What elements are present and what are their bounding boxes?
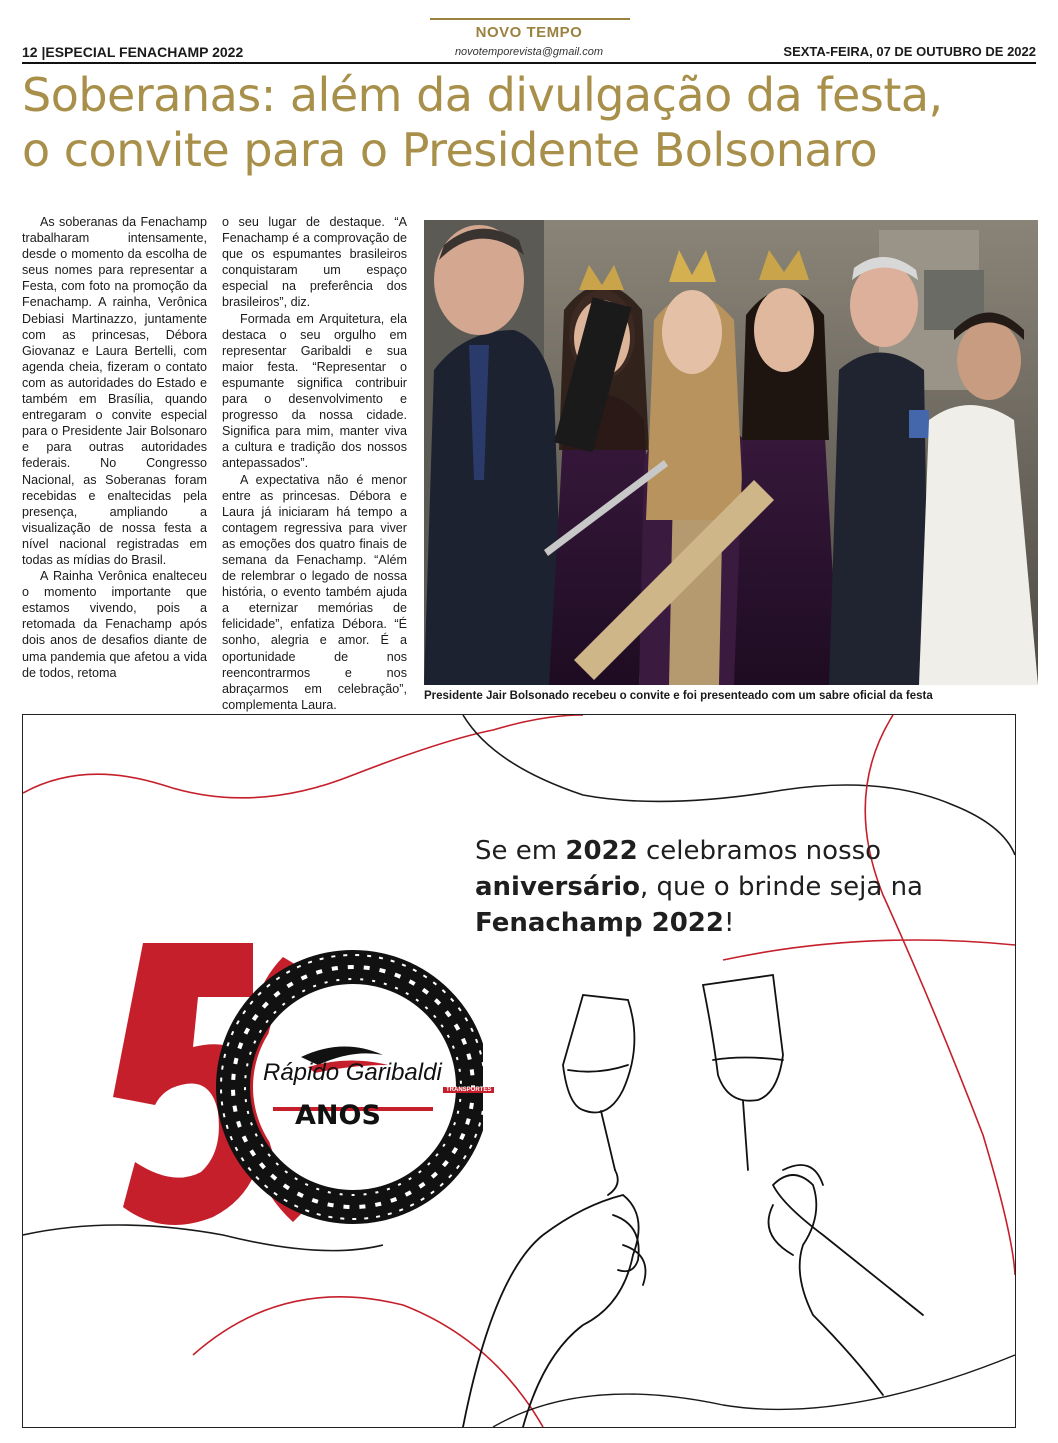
headline bbox=[22, 68, 1042, 178]
slogan-text: Se em bbox=[475, 836, 566, 866]
slogan-line-1 bbox=[475, 833, 995, 869]
masthead-rule bbox=[430, 18, 630, 20]
slogan-emphasis: aniversário bbox=[475, 872, 640, 902]
paragraph: Formada em Arquitetura, ela destaca o seu orgulho em representar Garibaldi e sua maior festa. “Representar o espumante significa contribuir para o desenvolvimento e progresso da nossa cidade. Significa para mim, manter viva a cultura e tradição dos nossos antepassados”. bbox=[222, 311, 407, 471]
photo-caption: Presidente Jair Bolsonado recebeu o convite e foi presenteado com um sabre oficial da festa bbox=[424, 690, 933, 702]
slogan-text: celebramos nosso bbox=[637, 836, 882, 866]
header-row bbox=[22, 44, 1036, 64]
fifty-years-logo bbox=[103, 937, 483, 1237]
paragraph: A Rainha Verônica enalteceu o momento importante que estamos vivendo, pois a retomada da Fenachamp após dois anos de desafios diante de uma pandemia que afetou a vida de todos, retoma bbox=[22, 569, 207, 680]
page-section: 12 |ESPECIAL FENACHAMP 2022 bbox=[22, 44, 244, 60]
ad-slogan bbox=[475, 833, 995, 941]
slogan-line-2 bbox=[475, 869, 995, 905]
paper-name: NOVO TEMPO bbox=[475, 24, 583, 41]
paragraph: As soberanas da Fenachamp trabalharam intensamente, desde o momento da escolha de seus nomes para representar a Festa, com foto na promoção da Fenachamp. A rainha, Verônica Debiasi Martinazzo, juntamente com as princesas, Débora Giovanaz e Laura Bertelli, com agenda cheia, fizeram o contato com as autoridades do Estado e também em Brasília, quando entregaram o convite especial para o Presidente Jair Bolsonaro e para outras autoridades federais. No Congresso Nacional, as Soberanas foram recebidas e enaltecidas pela presença, ampliando a visualização de nossa festa a nível nacional registradas em todas as mídias do Brasil. bbox=[22, 215, 207, 567]
article-photo bbox=[424, 220, 1038, 685]
headline-line-1: Soberanas: além da divulgação da festa, bbox=[22, 68, 943, 122]
slogan-text: , que o brinde seja na bbox=[640, 872, 923, 902]
brand-subtitle: TRANSPORTES bbox=[443, 1087, 494, 1093]
slogan-line-3 bbox=[475, 905, 995, 941]
brand-name: Rápido Garibaldi bbox=[263, 1059, 442, 1086]
brand-years-label: ANOS bbox=[295, 1100, 381, 1131]
paragraph: A expectativa não é menor entre as princesas. Débora e Laura já iniciaram há tempo a contagem regressiva para viver as emoções dos quatro finais de semana da Fenachamp. “Além de relembrar o legado de nossa história, o evento também ajuda a eternizar memórias de felicidade”, enfatiza Débora. “É sonho, alegria e amor. É a oportunidade de nos reencontrarmos e nos abraçarmos em celebração”, complementa Laura. bbox=[222, 472, 407, 712]
slogan-year: 2022 bbox=[565, 836, 638, 866]
issue-date: SEXTA-FEIRA, 07 DE OUTUBRO DE 2022 bbox=[783, 44, 1036, 59]
email-address: novotemporevista@gmail.com bbox=[454, 46, 604, 58]
paragraph: o seu lugar de destaque. “A Fenachamp é a comprovação de que os espumantes brasileiros conquistaram um espaço especial na preferência dos brasileiros”, diz. bbox=[222, 215, 407, 310]
article-column-2 bbox=[222, 214, 407, 713]
article-column-1 bbox=[22, 214, 207, 681]
slogan-text: ! bbox=[723, 908, 735, 938]
headline-line-2: o convite para o Presidente Bolsonaro bbox=[22, 123, 878, 177]
slogan-event: Fenachamp 2022 bbox=[475, 908, 724, 938]
photo-illustration bbox=[424, 220, 1038, 685]
advertisement bbox=[22, 714, 1016, 1428]
